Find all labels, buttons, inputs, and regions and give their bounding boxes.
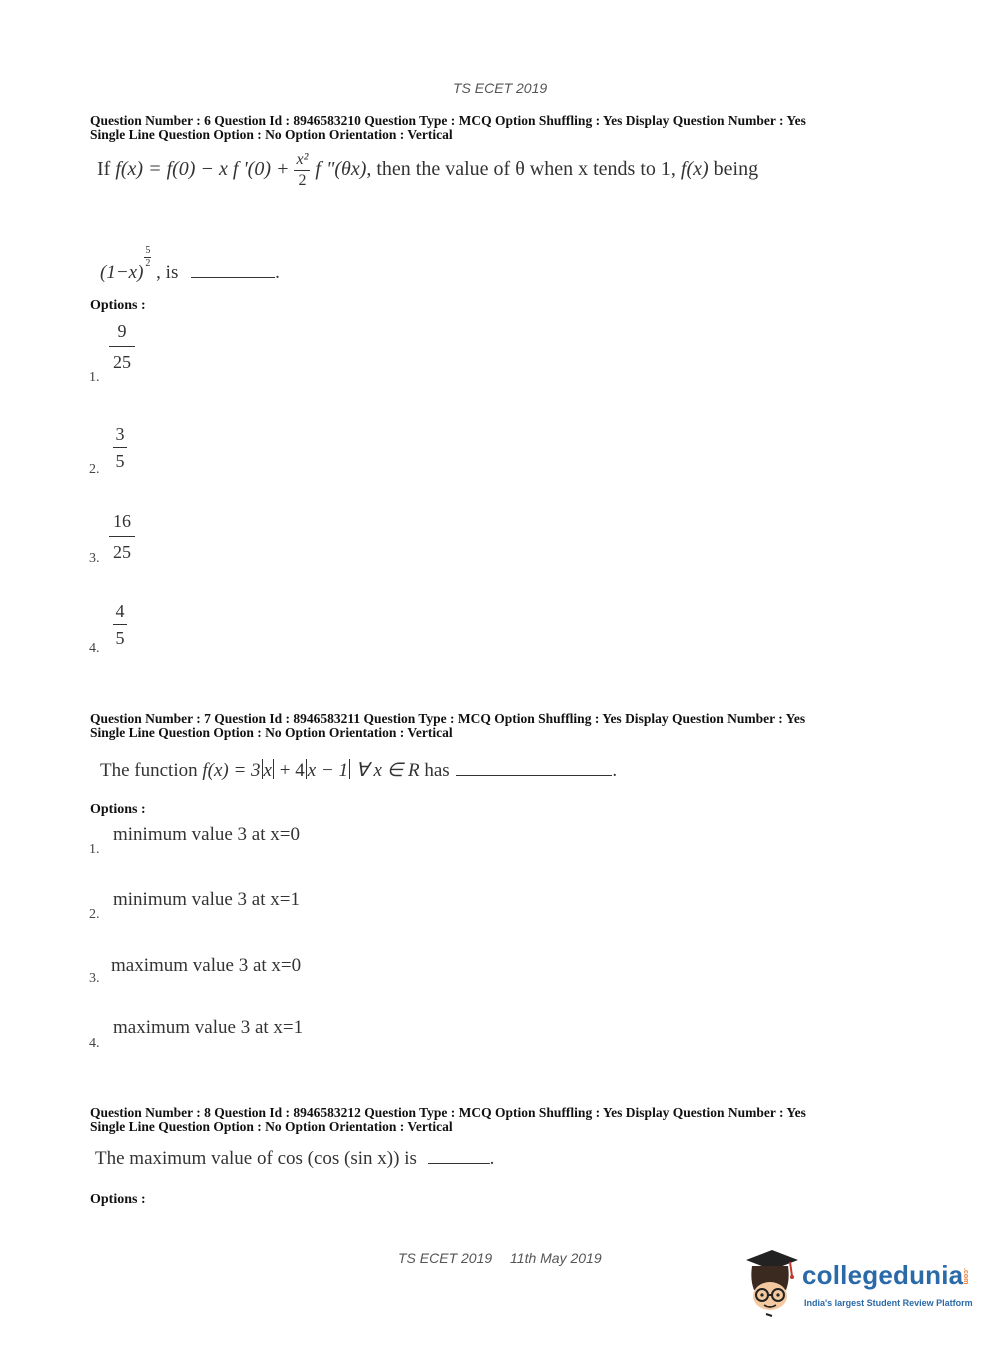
- question-meta-line2: Single Line Question Option : No Option Orientation : Vertical: [90, 1119, 453, 1134]
- logo-tagline: India's largest Student Review Platform: [804, 1298, 973, 1308]
- option-3-text: maximum value 3 at x=0: [111, 955, 302, 976]
- option-4-number[interactable]: 4.: [89, 1036, 100, 1051]
- stem-fx: f(x): [680, 158, 709, 181]
- logo-wordmark: collegedunia: [802, 1260, 964, 1290]
- stem-second-derivative: f "(θx): [315, 158, 367, 181]
- option-4-text: maximum value 3 at x=1: [113, 1017, 304, 1038]
- option-3-number[interactable]: 3.: [89, 971, 100, 986]
- stem-exponent: [144, 246, 151, 269]
- question-meta-line2: Single Line Question Option : No Option Orientation : Vertical: [90, 127, 453, 142]
- stem-if: If: [97, 158, 111, 181]
- option-4-value: 4 5: [113, 602, 127, 647]
- page-header-title: TS ECET 2019: [453, 80, 548, 96]
- option-1-number[interactable]: 1.: [89, 370, 100, 385]
- option-2-number[interactable]: 2.: [89, 907, 100, 922]
- stem-being: being: [713, 158, 759, 181]
- collegedunia-logo[interactable]: [742, 1250, 982, 1320]
- exponent-numerator: 5: [145, 245, 151, 256]
- option-4-number[interactable]: 4.: [89, 641, 100, 656]
- question-6-stem-line1: [97, 152, 758, 189]
- stem-is: is: [404, 1148, 417, 1169]
- stem-function: f(x) = 3: [202, 760, 261, 781]
- stem-text: The function: [100, 760, 198, 781]
- stem-abs-x: x: [263, 760, 272, 781]
- stem-text: The maximum value of: [95, 1148, 273, 1169]
- question-8-stem: The maximum value of cos (cos (sin x)) is .: [95, 1148, 495, 1169]
- option-1-text: minimum value 3 at x=0: [113, 824, 300, 845]
- stem-fraction: [294, 152, 310, 189]
- option-1-value: 9 25: [109, 322, 135, 371]
- question-6-meta: [90, 114, 806, 142]
- answer-blank: [428, 1163, 490, 1164]
- question-7-options-label: Options :: [90, 802, 146, 817]
- stem-expression: cos (cos (sin x)): [277, 1148, 400, 1169]
- footer-date: 11th May 2019: [510, 1250, 602, 1266]
- question-7-stem: The function f(x) = 3 x + 4 x − 1 ∀ x ∈ R has .: [100, 760, 618, 781]
- fraction-denominator: 2: [298, 172, 307, 189]
- answer-blank: [191, 277, 275, 278]
- stem-forall: ∀ x ∈ R: [355, 760, 420, 781]
- exponent-denominator: 2: [145, 258, 151, 269]
- question-meta-line1: Question Number : 8 Question Id : 8946583212 Question Type : MCQ Option Shuffling : Yes Display Question Number : Yes: [90, 1105, 806, 1120]
- question-meta-line2: Single Line Question Option : No Option Orientation : Vertical: [90, 725, 453, 740]
- stem-abs-x-minus-1: x − 1: [307, 760, 348, 781]
- option-2-number[interactable]: 2.: [89, 462, 100, 477]
- fraction-numerator: x²: [296, 151, 309, 168]
- question-meta-line1: Question Number : 7 Question Id : 8946583211 Question Type : MCQ Option Shuffling : Yes Display Question Number : Yes: [90, 711, 806, 726]
- answer-blank: [456, 775, 612, 776]
- option-2-text: minimum value 3 at x=1: [113, 889, 300, 910]
- stem-function: f(x) = f(0) − x f '(0) +: [115, 158, 290, 181]
- question-6-options-label: Options :: [90, 298, 146, 313]
- stem-base: (1−x): [100, 262, 144, 283]
- question-8-options-label: Options :: [90, 1192, 146, 1207]
- stem-is: , is: [156, 262, 179, 283]
- question-8-meta: [90, 1106, 806, 1134]
- footer: [398, 1250, 602, 1266]
- footer-exam: TS ECET 2019: [398, 1250, 493, 1266]
- option-2-value: 3 5: [113, 425, 127, 470]
- option-3-value: 16 25: [109, 512, 135, 561]
- question-6-stem-line2: (1−x) $\frac{5}{2}$ , is .: [100, 245, 280, 283]
- stem-plus: + 4: [279, 760, 305, 781]
- question-meta-line1: Question Number : 6 Question Id : 8946583210 Question Type : MCQ Option Shuffling : Yes Display Question Number : Yes: [90, 113, 806, 128]
- mascot-icon: [742, 1250, 800, 1318]
- stem-rest: , then the value of θ when x tends to 1,: [366, 158, 676, 181]
- question-7-meta: [90, 712, 805, 740]
- option-3-number[interactable]: 3.: [89, 551, 100, 566]
- stem-has: has: [424, 760, 450, 781]
- option-1-number[interactable]: 1.: [89, 842, 100, 857]
- logo-domain: .com: [962, 1268, 969, 1285]
